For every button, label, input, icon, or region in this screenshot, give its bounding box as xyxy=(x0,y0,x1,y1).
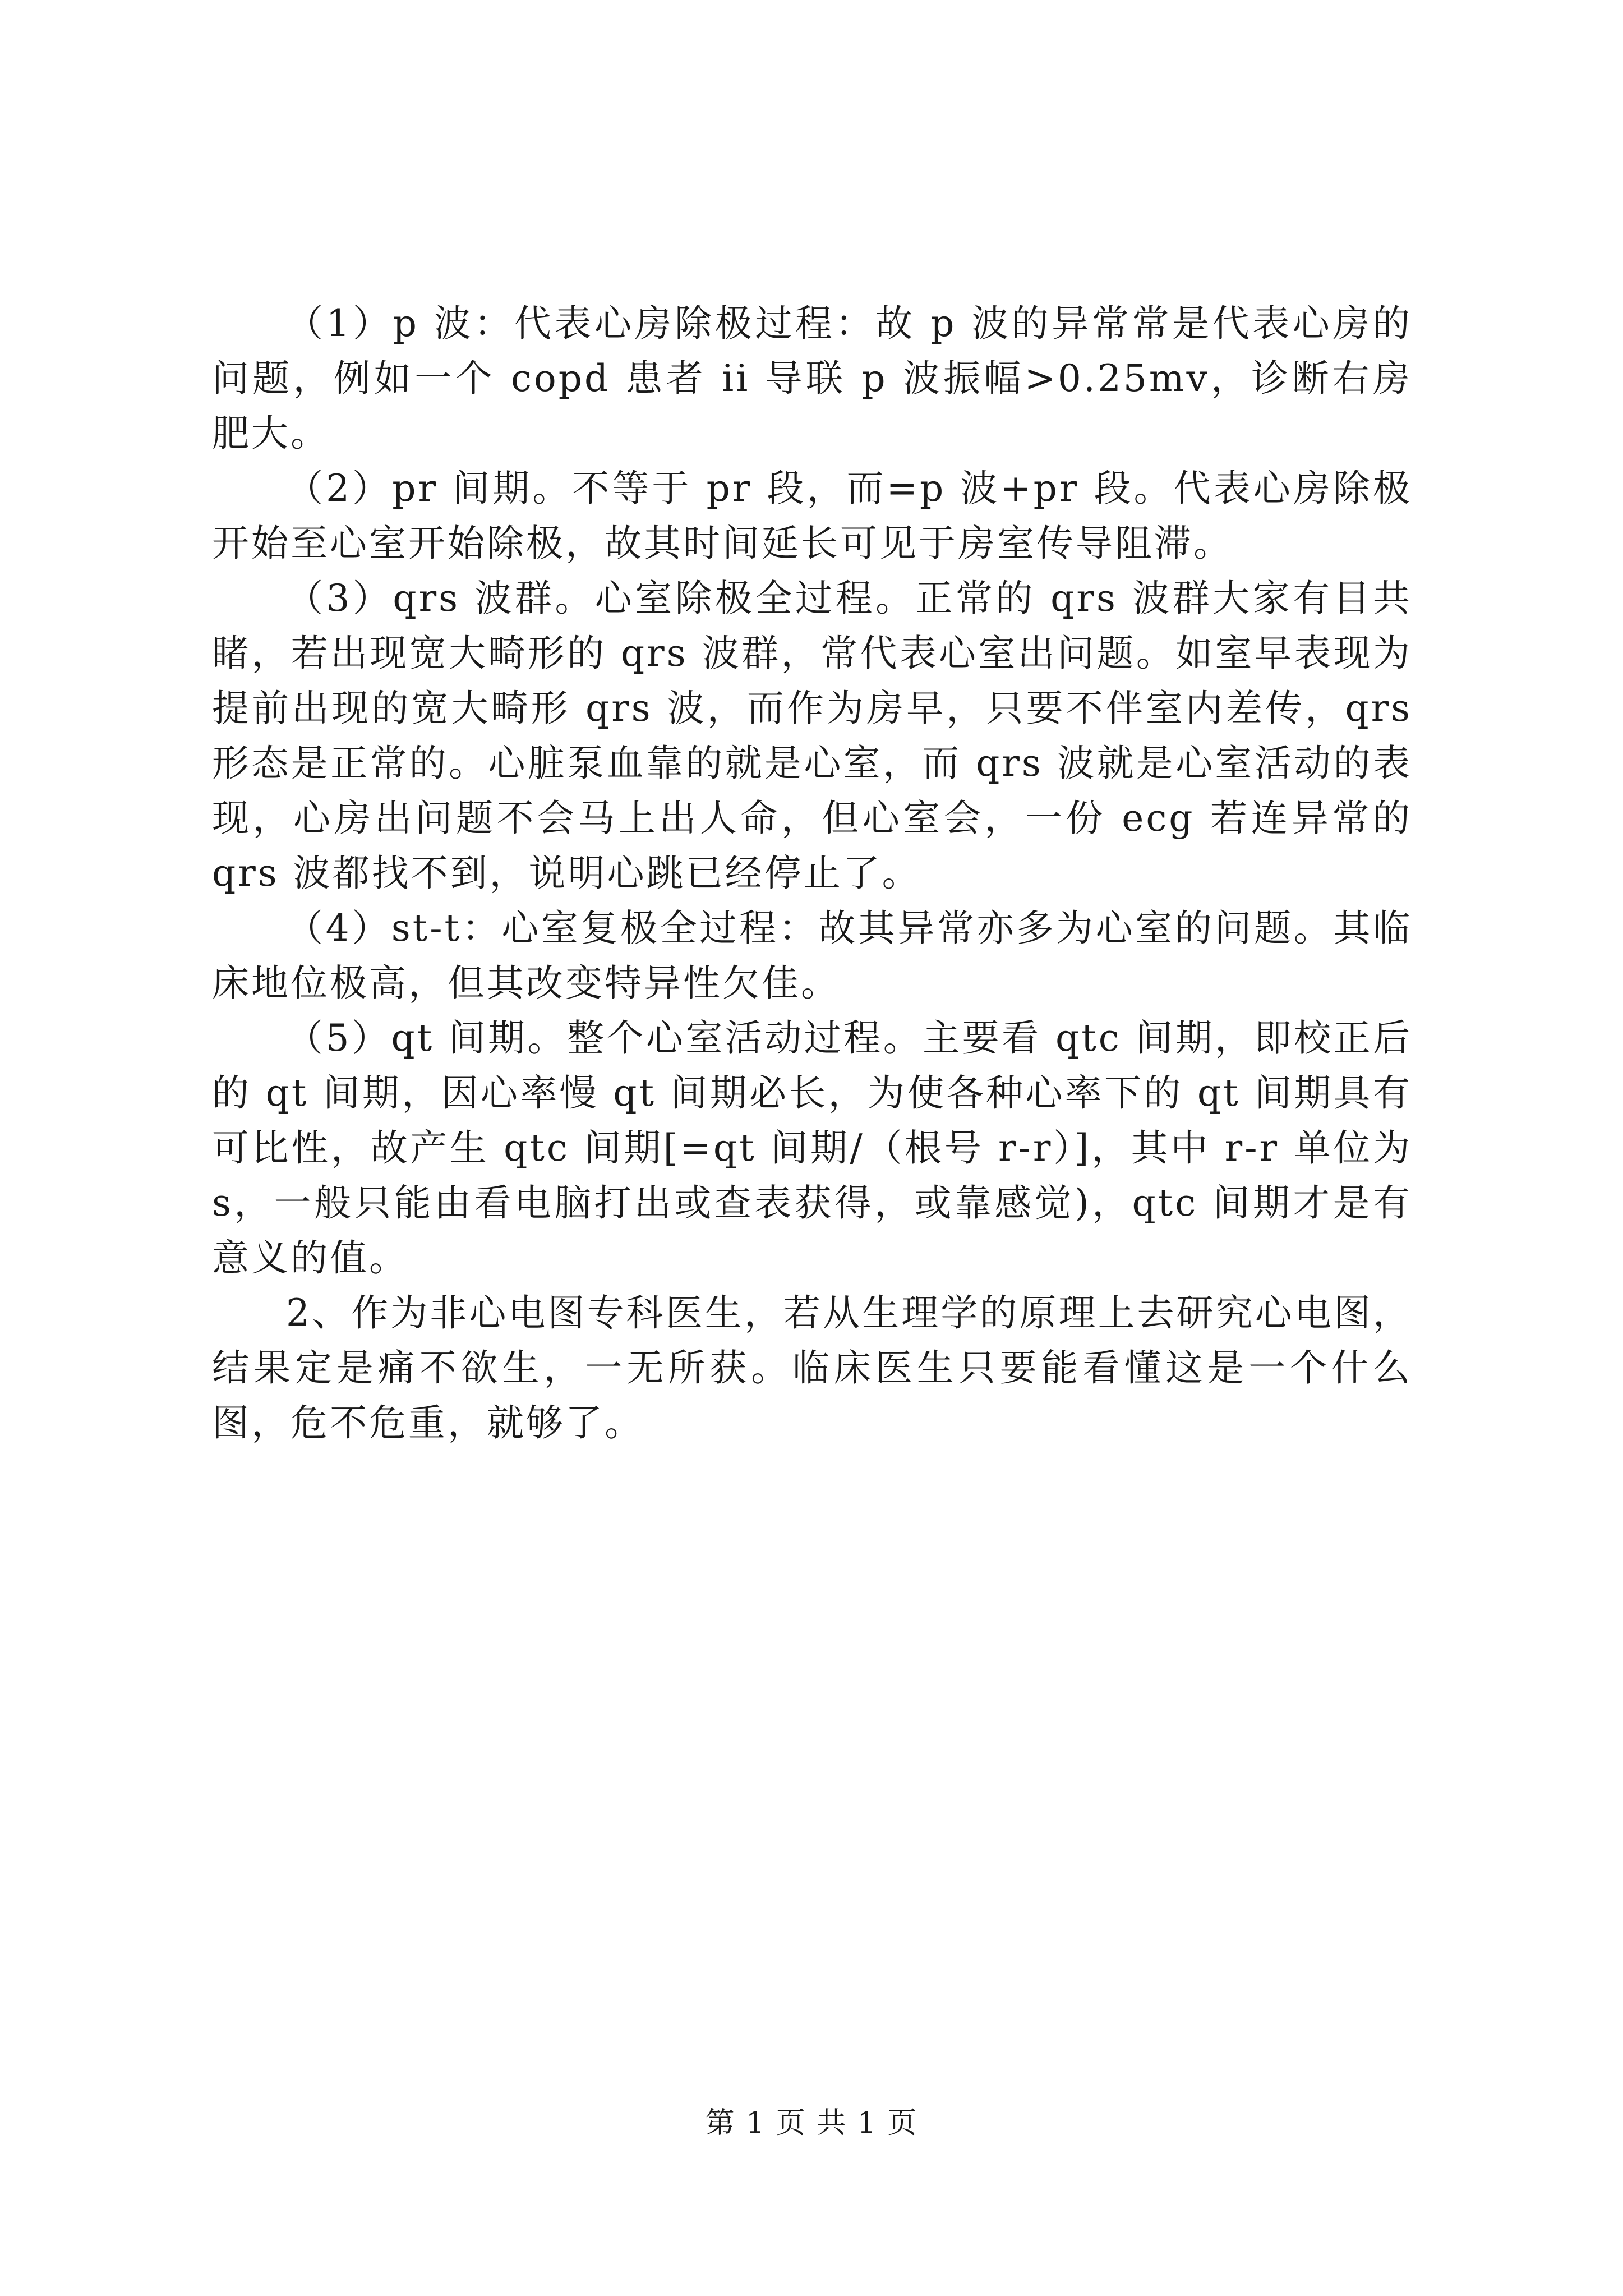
body-text xyxy=(212,296,1412,1451)
paragraph-qrs-complex: （3）qrs 波群。心室除极全过程。正常的 qrs 波群大家有目共睹，若出现宽大畸形的 qrs 波群，常代表心室出问题。如室早表现为提前出现的宽大畸形 qrs 波，而作为房早，只要不伴室内差传，qrs 形态是正常的。心脏泵血靠的就是心室，而 qrs 波就是心室活动的表现，心房出问题不会马上出人命，但心室会，一份 ecg 若连异常的 qrs 波都找不到，说明心跳已经停止了。 xyxy=(212,577,1412,895)
paragraph-st-t: （4）st-t：心室复极全过程：故其异常亦多为心室的问题。其临床地位极高，但其改变特异性欠佳。 xyxy=(212,907,1412,1005)
paragraph-section-2: 2、作为非心电图专科医生，若从生理学的原理上去研究心电图，结果定是痛不欲生，一无所获。临床医生只要能看懂这是一个什么图，危不危重，就够了。 xyxy=(212,1291,1412,1444)
paragraph-p-wave: （1）p 波：代表心房除极过程：故 p 波的异常常是代表心房的问题，例如一个 copd 患者 ii 导联 p 波振幅>0.25mv，诊断右房肥大。 xyxy=(212,302,1412,455)
paragraph-qt-interval: （5）qt 间期。整个心室活动过程。主要看 qtc 间期，即校正后的 qt 间期，因心率慢 qt 间期必长，为使各种心率下的 qt 间期具有可比性，故产生 qtc 间期[=qt 间期/（根号 r-r）]，其中 r-r 单位为 s，一般只能由看电脑打出或查表获得，或靠感觉)，qtc 间期才是有意义的值。 xyxy=(212,1016,1412,1280)
paragraph-pr-interval: （2）pr 间期。不等于 pr 段，而=p 波+pr 段。代表心房除极开始至心室开始除极，故其时间延长可见于房室传导阻滞。 xyxy=(212,467,1412,565)
page-footer: 第 1 页 共 1 页 xyxy=(705,2106,918,2140)
